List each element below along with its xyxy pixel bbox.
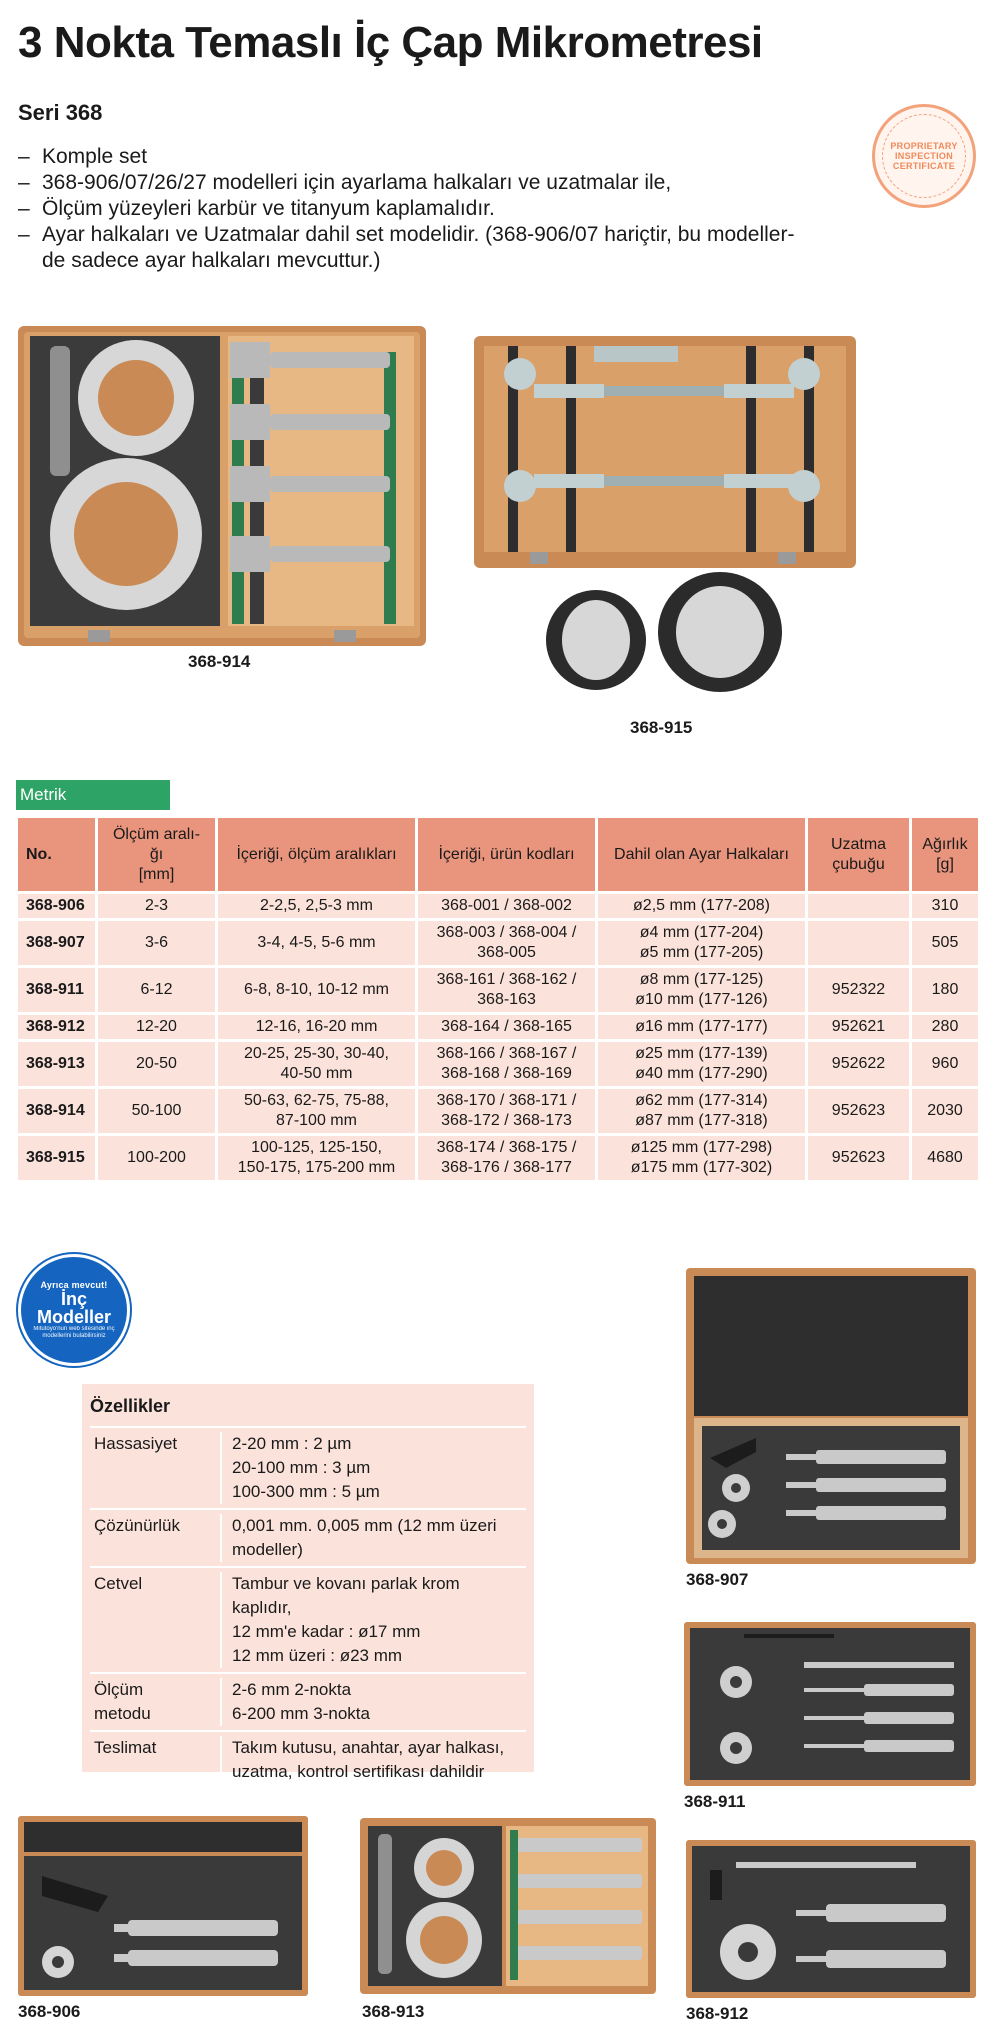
feature-row: Cetvel Tambur ve kovanı parlak krom kaplıdır, 12 mm'e kadar : ø17 mm 12 mm üzeri : ø23 mm bbox=[90, 1566, 526, 1672]
product-photo-368-913 bbox=[360, 1818, 656, 1994]
features-heading: Özellikler bbox=[90, 1396, 171, 1416]
setting-rings-photo bbox=[544, 570, 786, 694]
table-row: 368-913 20-50 20-25, 25-30, 30-40, 40-50 mm 368-166 / 368-167 / 368-168 / 368-169 ø25 mm (177-139) ø40 mm (177-290) 952622 960 bbox=[18, 1042, 978, 1089]
dash-icon: – bbox=[18, 197, 30, 220]
product-photo-368-915 bbox=[474, 336, 856, 568]
caption-368-914: 368-914 bbox=[188, 652, 251, 671]
dash-icon: – bbox=[18, 145, 30, 168]
feature-row: Teslimat Takım kutusu, anahtar, ayar halkası, uzatma, kontrol sertifikası dahildir bbox=[90, 1730, 526, 1788]
table-row: 368-906 2-3 2-2,5, 2,5-3 mm 368-001 / 368-002 ø2,5 mm (177-208) 310 bbox=[18, 894, 978, 921]
column-header: Ağırlık [g] bbox=[912, 818, 978, 894]
column-header: Ölçüm aralı- ğı [mm] bbox=[98, 818, 218, 894]
specification-table bbox=[18, 818, 978, 1183]
product-photo-368-907 bbox=[686, 1268, 976, 1564]
table-row: 368-912 12-20 12-16, 16-20 mm 368-164 / 368-165 ø16 mm (177-177) 952621 280 bbox=[18, 1015, 978, 1042]
table-header-row bbox=[18, 818, 978, 894]
table-row: 368-914 50-100 50-63, 62-75, 75-88, 87-100 mm 368-170 / 368-171 / 368-172 / 368-173 ø62 mm (177-314) ø87 mm (177-318) 952623 2030 bbox=[18, 1089, 978, 1136]
caption-368-913: 368-913 bbox=[362, 2002, 425, 2021]
inch-models-badge-icon: Ayrıca mevcut! İnç Modeller Mitutoyo'nun web sitesinde inç modellerini bulabilirsiniz bbox=[18, 1254, 130, 1366]
caption-368-911: 368-911 bbox=[684, 1792, 746, 1811]
bullet-item-continuation: de sadece ayar halkaları mevcuttur.) bbox=[42, 249, 381, 272]
feature-row: Çözünürlük 0,001 mm. 0,005 mm (12 mm üzeri modeller) bbox=[90, 1508, 526, 1566]
column-header: No. bbox=[18, 818, 98, 894]
series-label: Seri 368 bbox=[18, 100, 103, 125]
bullet-item: – 368-906/07/26/27 modelleri için ayarlama halkaları ve uzatmalar ile, bbox=[18, 171, 672, 194]
caption-368-906: 368-906 bbox=[18, 2002, 81, 2021]
dash-icon: – bbox=[18, 223, 30, 246]
column-header: Uzatma çubuğu bbox=[808, 818, 912, 894]
table-row: 368-911 6-12 6-8, 8-10, 10-12 mm 368-161 / 368-162 / 368-163 ø8 mm (177-125) ø10 mm (177-126) 952322 180 bbox=[18, 968, 978, 1015]
dash-icon: – bbox=[18, 171, 30, 194]
caption-368-915: 368-915 bbox=[630, 718, 693, 737]
column-header: İçeriği, ürün kodları bbox=[418, 818, 598, 894]
product-photo-368-911 bbox=[684, 1622, 976, 1786]
certificate-seal-icon: PROPRIETARY INSPECTION CERTIFICATE bbox=[872, 104, 976, 208]
features-panel bbox=[82, 1384, 534, 1781]
page-title: 3 Nokta Temaslı İç Çap Mikrometresi bbox=[18, 18, 763, 67]
column-header: Dahil olan Ayar Halkaları bbox=[598, 818, 808, 894]
column-header: İçeriği, ölçüm aralıkları bbox=[218, 818, 418, 894]
caption-368-912: 368-912 bbox=[686, 2004, 749, 2023]
product-photo-368-914 bbox=[18, 326, 426, 646]
table-row: 368-915 100-200 100-125, 125-150, 150-175, 175-200 mm 368-174 / 368-175 / 368-176 / 368-177 ø125 mm (177-298) ø175 mm (177-302) 952623 4680 bbox=[18, 1136, 978, 1183]
product-photo-368-912 bbox=[686, 1840, 976, 1998]
bullet-item: – Komple set bbox=[18, 145, 148, 168]
feature-row: Hassasiyet 2-20 mm : 2 µm 20-100 mm : 3 µm 100-300 mm : 5 µm bbox=[90, 1426, 526, 1508]
table-row: 368-907 3-6 3-4, 4-5, 5-6 mm 368-003 / 368-004 / 368-005 ø4 mm (177-204) ø5 mm (177-205) 505 bbox=[18, 921, 978, 968]
caption-368-907: 368-907 bbox=[686, 1570, 749, 1589]
bullet-item: – Ayar halkaları ve Uzatmalar dahil set modelidir. (368-906/07 hariçtir, bu modeller- bbox=[18, 223, 795, 246]
metric-section-tag: Metrik bbox=[16, 780, 170, 810]
feature-row: Ölçüm metodu 2-6 mm 2-nokta 6-200 mm 3-nokta bbox=[90, 1672, 526, 1730]
product-photo-368-906 bbox=[18, 1816, 308, 1996]
bullet-item: – Ölçüm yüzeyleri karbür ve titanyum kaplamalıdır. bbox=[18, 197, 495, 220]
feature-bullet-list bbox=[18, 144, 838, 274]
